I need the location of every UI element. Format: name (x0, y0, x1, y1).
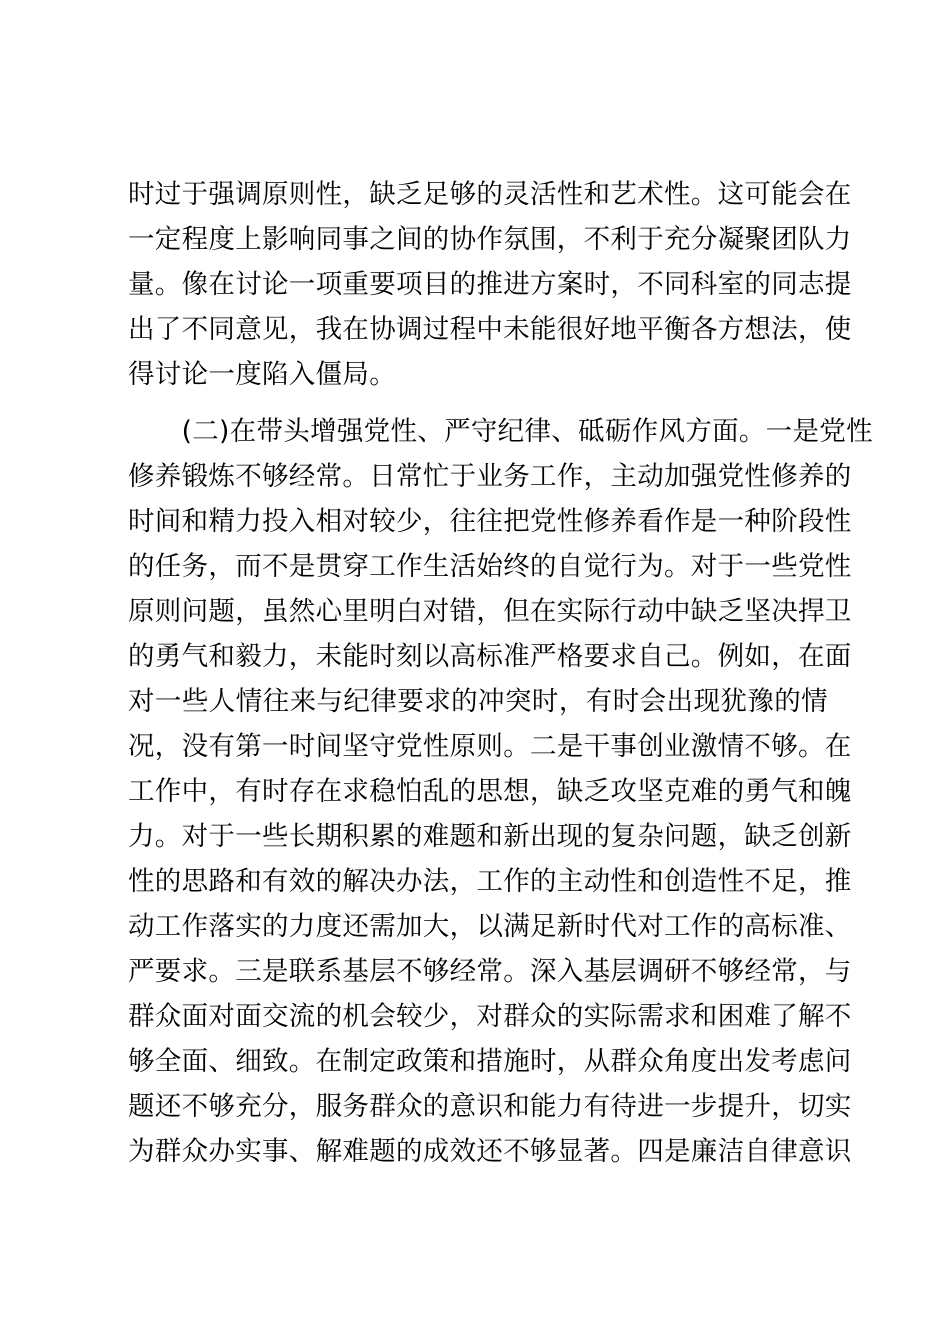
paragraph-1-line-3: 量。像在讨论一项重要项目的推进方案时，不同科室的同志提 (128, 269, 852, 300)
paragraph-2-line-2: 修养锻炼不够经常。日常忙于业务工作，主动加强党性修养的 (128, 461, 852, 492)
paragraph-1-line-5: 得讨论一度陷入僵局。 (128, 359, 396, 390)
paragraph-1-line-2: 一定程度上影响同事之间的协作氛围，不利于充分凝聚团队力 (128, 224, 852, 255)
paragraph-2-line-15: 够全面、细致。在制定政策和措施时，从群众角度出发考虑问 (128, 1046, 852, 1077)
paragraph-2-line-1: (二)在带头增强党性、严守纪律、砥砺作风方面。一是党性 (128, 416, 873, 447)
paragraph-2-line-5: 原则问题，虽然心里明白对错，但在实际行动中缺乏坚决捍卫 (128, 596, 852, 627)
paragraph-2-line-16: 题还不够充分，服务群众的意识和能力有待进一步提升，切实 (128, 1091, 852, 1122)
paragraph-2-line-13: 严要求。三是联系基层不够经常。深入基层调研不够经常，与 (128, 956, 852, 987)
paragraph-2-line-17: 为群众办实事、解难题的成效还不够显著。四是廉洁自律意识 (128, 1136, 852, 1167)
paragraph-2-line-11: 性的思路和有效的解决办法，工作的主动性和创造性不足，推 (128, 866, 852, 897)
paragraph-2-line-3: 时间和精力投入相对较少，往往把党性修养看作是一种阶段性 (128, 506, 852, 537)
paragraph-2-line-8: 况，没有第一时间坚守党性原则。二是干事创业激情不够。在 (128, 731, 852, 762)
paragraph-1-line-1: 时过于强调原则性，缺乏足够的灵活性和艺术性。这可能会在 (128, 179, 852, 210)
paragraph-2-line-12: 动工作落实的力度还需加大，以满足新时代对工作的高标准、 (128, 911, 852, 942)
paragraph-1-line-4: 出了不同意见，我在协调过程中未能很好地平衡各方想法，使 (128, 314, 852, 345)
paragraph-2-line-6: 的勇气和毅力，未能时刻以高标准严格要求自己。例如，在面 (128, 641, 852, 672)
paragraph-2-line-10: 力。对于一些长期积累的难题和新出现的复杂问题，缺乏创新 (128, 821, 852, 852)
paragraph-2-line-4: 的任务，而不是贯穿工作生活始终的自觉行为。对于一些党性 (128, 551, 852, 582)
paragraph-2-line-7: 对一些人情往来与纪律要求的冲突时，有时会出现犹豫的情 (128, 686, 828, 717)
paragraph-2-line-14: 群众面对面交流的机会较少，对群众的实际需求和困难了解不 (128, 1001, 852, 1032)
document-body (128, 172, 873, 1174)
paragraph-2-line-9: 工作中，有时存在求稳怕乱的思想，缺乏攻坚克难的勇气和魄 (128, 776, 852, 807)
